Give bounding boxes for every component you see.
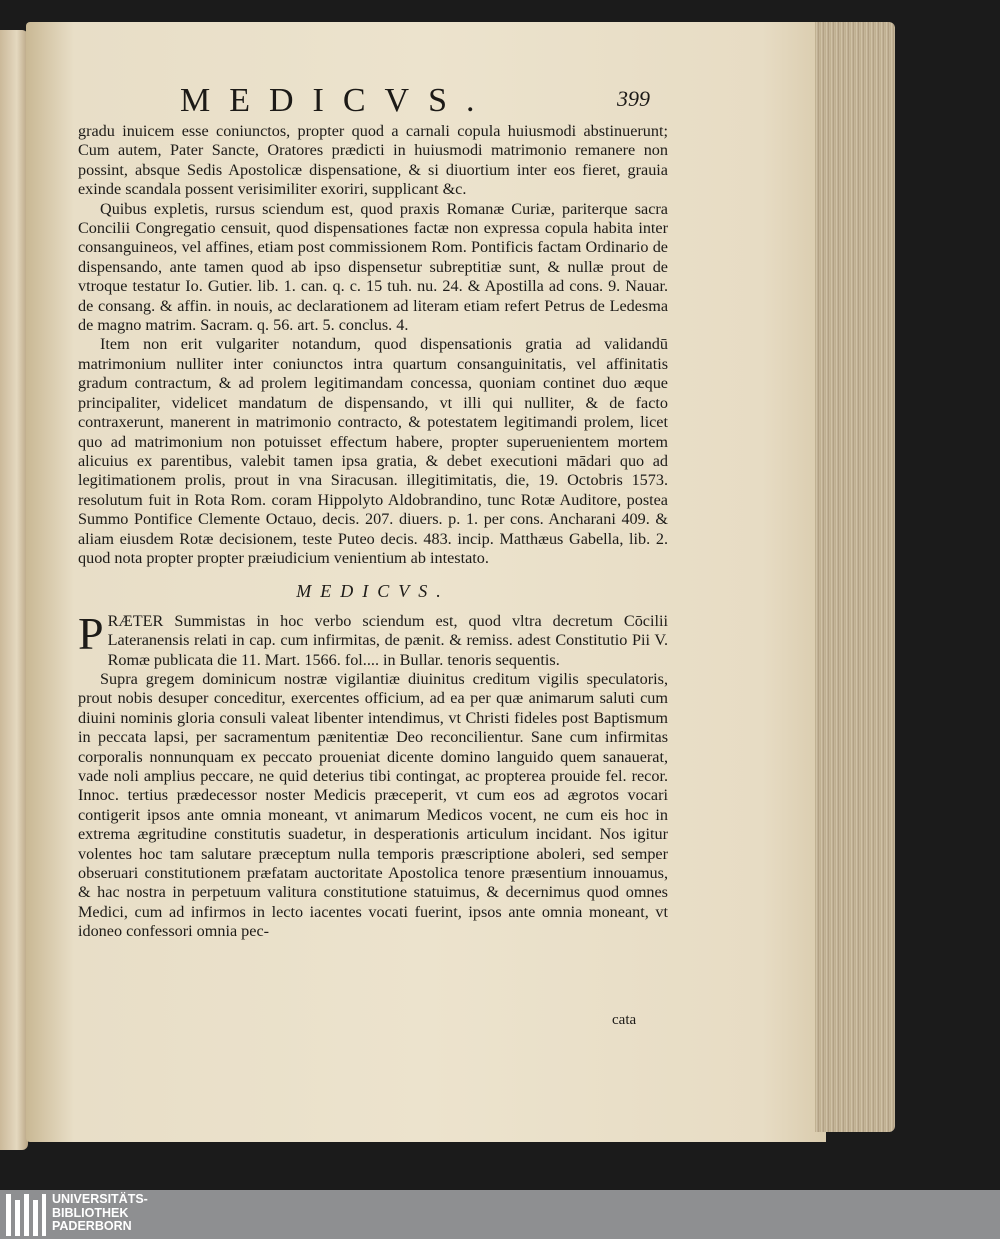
body-text: [78, 122, 668, 942]
paragraph-3: Item non erit vulgariter notandum, quod dispensationis gratia ad validandū matrimonium nulliter inter coniunctos intra quartum consanguinitatis, vel affinitatis gradum contractum, & ad prolem legitimandam concessa, quoniam continet duo æque principaliter, videlicet mandatum de dispensando, vt illi qui nulliter, & de facto contraxerunt, manerent in matrimonio contracto, & potestatem legitimandi prolem, licet quo ad matrimonium non potuisset effectum habere, propter superuenientem mortem alicuius ex parentibus, valebit tamen ipsa gratia, & debet executioni mādari quo ad legitimationem prolis, prout in vna Siracusan. illegitimitatis, die, 19. Octobris 1573. resolutum fuit in Rota Rom. coram Hippolyto Aldobrandino, tunc Rotæ Auditore, postea Summo Pontifice Clemente Octauo, decis. 207. diuers. p. 1. per cons. Ancharani 409. & aliam eiusdem Rotæ decisionem, teste Puteo decis. 483. incip. Matthæus Gabella, lib. 2. quod nota propter propter præiudicium venientium ab intestato.: [78, 335, 668, 567]
catchword: cata: [612, 1012, 637, 1028]
paragraph-1: gradu inuicem esse coniunctos, propter quod a carnali copula huiusmodi abstinuerunt; Cum autem, Pater Sancte, Oratores prædicti in huiusmodi matrimonio remanere non possint, absque Sedis Apostolicæ dispensatione, & si diuortium inter eos fieret, grauia exinde scandala possent verisimiliter exoriri, supplicant &c.: [78, 122, 668, 199]
running-title: MEDICVS.: [180, 82, 494, 119]
library-logo-icon: [6, 1194, 46, 1236]
section-first-paragraph-text: RÆTER Summistas in hoc verbo sciendum est, quod vltra decretum Cōcilii Lateranensis relati in cap. cum infirmitas, de pænit. & remiss. adest Constitutio Pii V. Romæ publicata die 11. Mart. 1566. fol.... in Bullar. tenoris sequentis.: [107, 611, 668, 669]
library-footer: [0, 1190, 1000, 1239]
library-name: [52, 1193, 148, 1234]
library-name-line-3: PADERBORN: [52, 1219, 132, 1233]
page-stack-edges: [815, 22, 895, 1132]
drop-cap: P: [78, 607, 104, 659]
section-second-paragraph: Supra gregem dominicum nostræ vigilantiæ diuinitus creditum vigilis speculatoris, prout nobis desuper conceditur, exercentes officium, ad ea per quæ animarum saluti cum diuini nominis gloria consuli valeat libenter intendimus, vt Christi fideles post Baptismum in peccata lapsi, per sacramentum pænitentiæ Deo reconcilientur. Sane cum infirmitas corporalis nonnunquam ex peccato proueniat dicente domino languido quem sanauerat, vade noli amplius peccare, ne quid deterius tibi contingat, ac propterea prouide fel. recor. Innoc. tertius prædecessor noster Medicis præceperit, vt cum eos ad ægrotos vocari contigerit ipsos ante omnia moneant, vt animarum Medicos vocent, ne cum eis hoc in extrema ægritudine constitutis suadetur, in desperationis articulum incidant. Nos igitur volentes hoc tam salutare præceptum nulla temporis præscriptione aboleri, sed semper obseruari constitutionem præfatam auctoritate Apostolica tenore præsentium innouamus, & hac nostra in perpetuum valitura constitutione statuimus, & decernimus quod omnes Medici, cum ad infirmos in lecto iacentes vocati fuerint, ipsos ante omnia moneant, vt idoneo confessori omnia pec-: [78, 669, 668, 941]
page-number: 399: [617, 86, 650, 111]
section-first-paragraph: [78, 607, 668, 670]
page-header: [180, 82, 660, 122]
library-name-line-1: UNIVERSITÄTS-: [52, 1192, 148, 1206]
library-name-line-2: BIBLIOTHEK: [52, 1205, 129, 1220]
section-title: MEDICVS.: [296, 581, 450, 602]
facing-page-edge: [0, 30, 28, 1150]
paragraph-2: Quibus expletis, rursus sciendum est, quod praxis Romanæ Curiæ, pariterque sacra Concilii Congregatio censuit, quod dispensationes factæ non expressa copula habita inter consanguineos, vel affines, etiam post commissionem Rom. Pontificis factam Ordinario de dispensando, ante tamen quod ab ipso dispensetur subreptitiæ sunt, & nullæ prout de vtroque testatur Io. Gutier. lib. 1. can. q. c. 15 tuh. nu. 24. & Apostilla ad cons. 9. Nauar. de consang. & affin. in nouis, ac declarationem ad literam etiam refert Petrus de Ledesma de magno matrim. Sacram. q. 56. art. 5. conclus. 4.: [78, 199, 668, 335]
